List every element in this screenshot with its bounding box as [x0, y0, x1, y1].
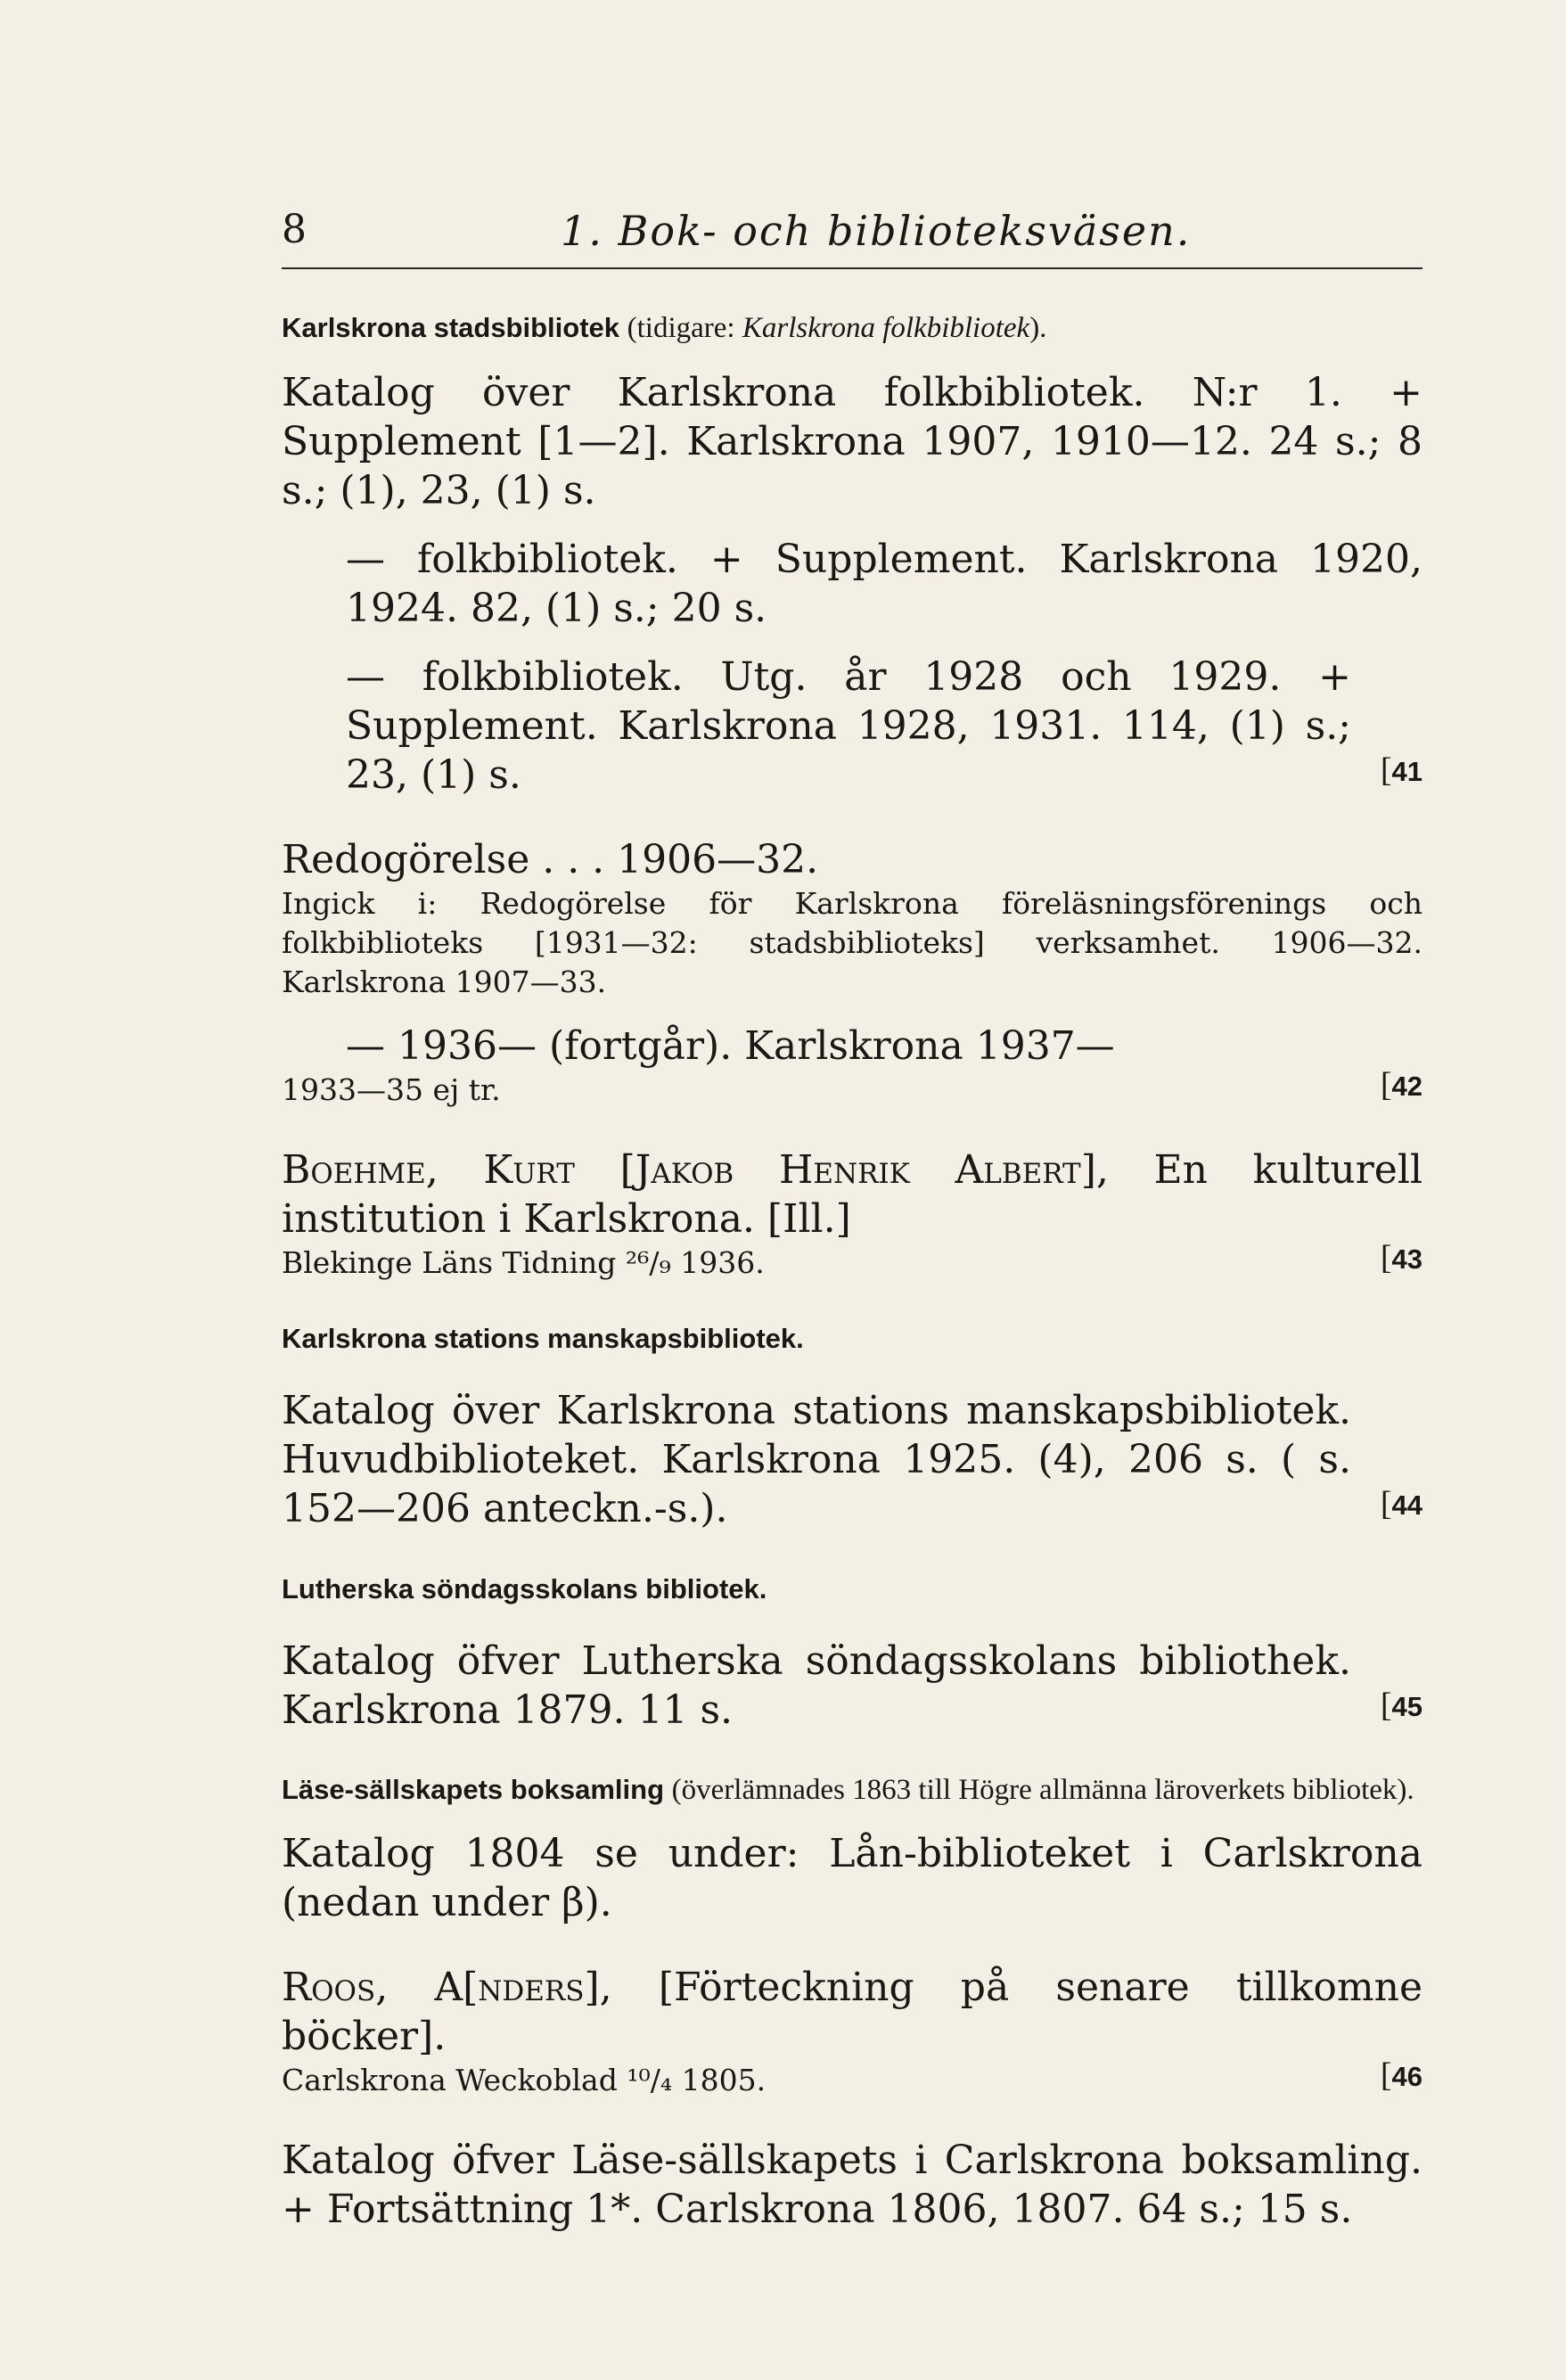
section-heading: Karlskrona stations manskapsbibliotek. [282, 1323, 804, 1354]
page-number: 8 [282, 207, 307, 252]
entry: Katalog över Karlskrona stations manskapsbibliotek. Huvudbiblioteket. Karlskrona 1925. (4), 206 s. ( s. 152—206 anteckn.-s.). [44 [282, 1388, 1423, 1531]
entry-note: 1933—35 ej tr. [42 [282, 1066, 1423, 1107]
entry-number: [46 [1380, 2056, 1423, 2094]
entry: — folkbibliotek. Utg. år 1928 och 1929. + Supplement. Karlskrona 1928, 1931. 114, (1) s.; 23, (1) s. [41 [346, 654, 1423, 798]
entry: Katalog öfver Lutherska söndagsskolans bibliothek. Karlskrona 1879. 11 s. [45 [282, 1638, 1423, 1733]
entry-note: Blekinge Läns Tidning ²⁶/₉ 1936. [43 [282, 1239, 1423, 1280]
entry: Roos, A[nders], [Förteckning på senare tillkomne böcker]. [282, 1965, 1423, 2059]
author: Roos, A[nders], [282, 1965, 612, 2010]
section-heading: Lutherska söndagsskolans bibliotek. [282, 1573, 767, 1604]
running-header [282, 207, 1423, 260]
section-heading: Karlskrona stadsbibliotek (tidigare: Karlskrona folkbibliotek). [282, 312, 1047, 344]
entry-number: [44 [1380, 1485, 1423, 1522]
entry-note: Ingick i: Redogörelse för Karlskrona föreläsningsförenings och folkbiblioteks [1931—32: stadsbiblioteks] verksamhet. 1906—32. Karlskrona 1907—33. [282, 886, 1423, 999]
entry-number: [42 [1380, 1066, 1423, 1104]
entry: Redogörelse . . . 1906—32. [282, 837, 819, 882]
entry-number: [45 [1380, 1687, 1423, 1724]
author: Boehme, Kurt [Jakob Henrik Albert], [282, 1147, 1109, 1193]
chapter-title: 1. Bok- och biblioteksväsen. [561, 207, 1192, 255]
entry-number: [43 [1380, 1239, 1423, 1276]
entry: — 1936— (fortgår). Karlskrona 1937— [346, 1023, 1115, 1069]
section-heading: Läse-sällskapets boksamling (överlämnades 1863 till Högre allmänna läroverkets bibliotek). [282, 1774, 1414, 1806]
entry: Katalog 1804 se under: Lån-biblioteket i Carlskrona (nedan under β). [282, 1831, 1423, 1925]
entry: Boehme, Kurt [Jakob Henrik Albert], En kulturell institution i Karlskrona. [Ill.] [282, 1147, 1423, 1242]
entry: Katalog öfver Läse-sällskapets i Carlskrona boksamling. + Fortsättning 1*. Carlskrona 1806, 1807. 64 s.; 15 s. [282, 2138, 1423, 2232]
entry: — folkbibliotek. + Supplement. Karlskrona 1920, 1924. 82, (1) s.; 20 s. [346, 537, 1423, 631]
entry: Katalog över Karlskrona folkbibliotek. N:r 1. + Supplement [1—2]. Karlskrona 1907, 1910—12. 24 s.; 8 s.; (1), 23, (1) s. [282, 370, 1423, 513]
text-column [282, 308, 1423, 2234]
entry-note: Carlskrona Weckoblad ¹⁰/₄ 1805. [46 [282, 2056, 1423, 2097]
entry-number: [41 [1380, 751, 1423, 789]
header-rule [282, 267, 1423, 269]
